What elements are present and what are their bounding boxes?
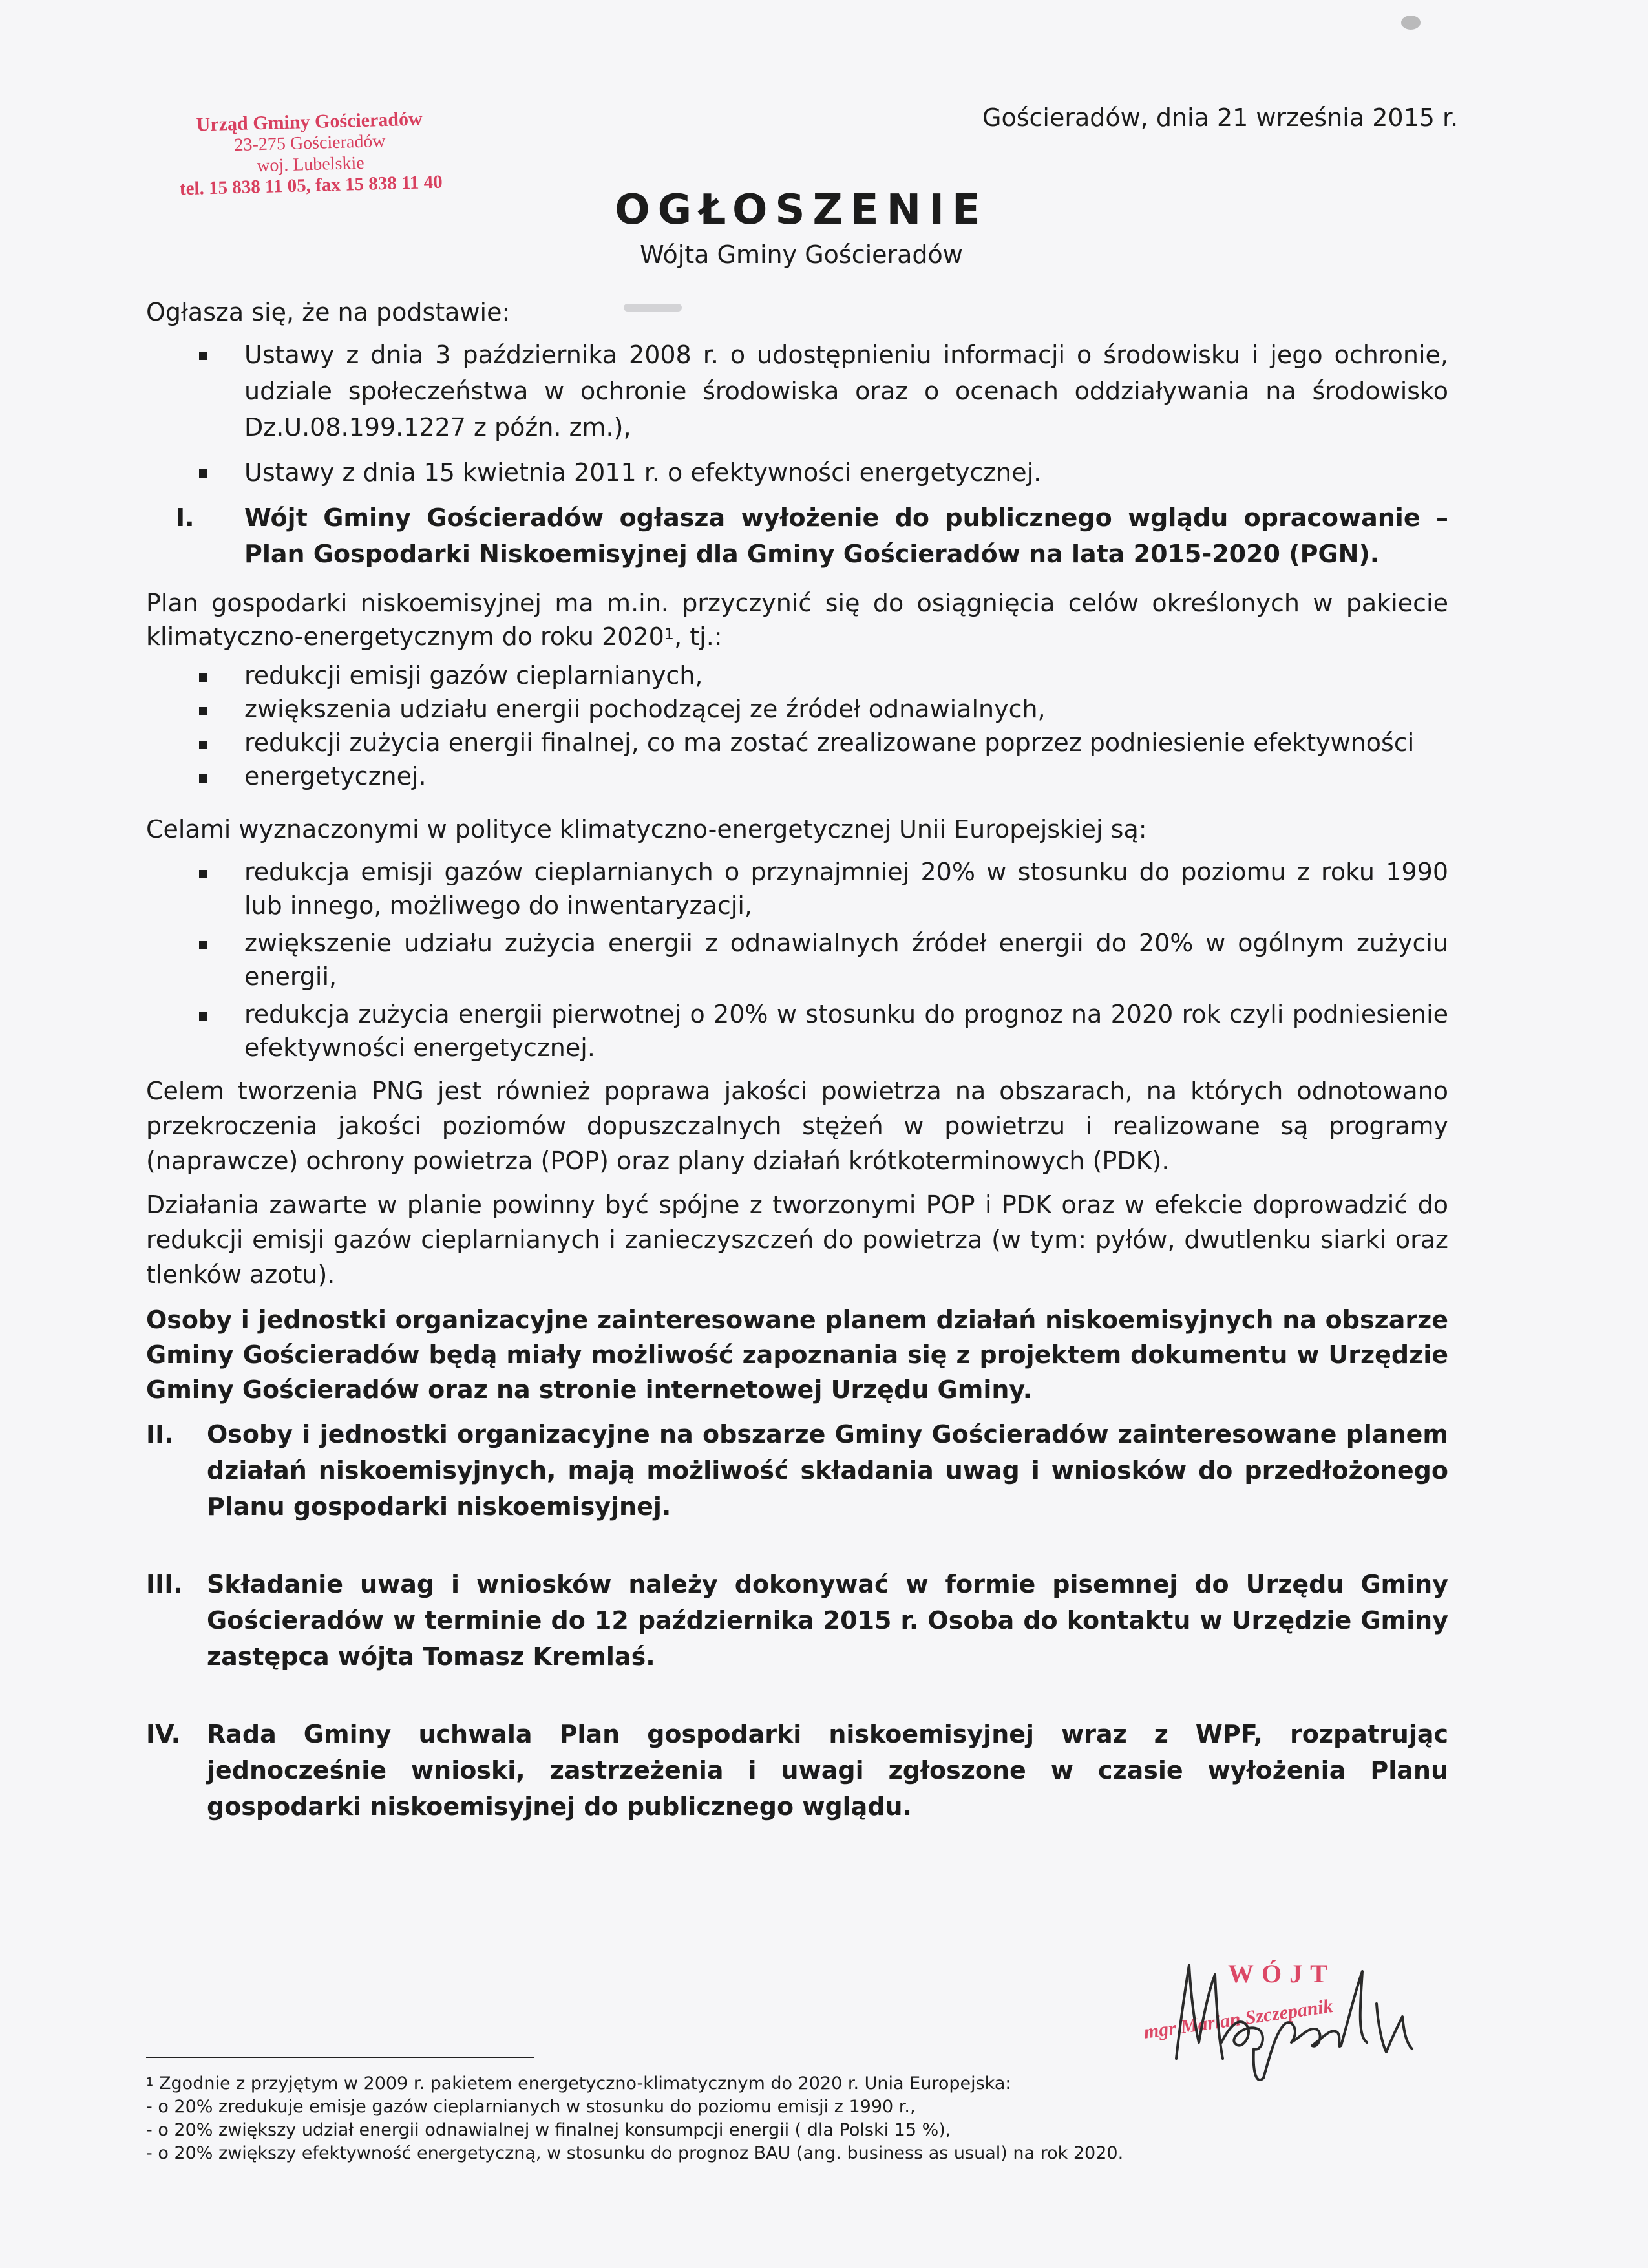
- place-date: Gościeradów, dnia 21 września 2015 r.: [982, 103, 1459, 132]
- footnote-text: Zgodnie z przyjętym w 2009 r. pakietem energetyczno-klimatycznym do 2020 r. Unia Europejska:: [159, 2073, 1011, 2093]
- plan-intro-end: , tj.:: [674, 622, 723, 651]
- stamp-line: Urząd Gminy Gościeradów: [196, 108, 423, 136]
- section-3: [146, 1566, 1448, 1675]
- png-paragraph: Celem tworzenia PNG jest również poprawa jakości powietrza na obszarach, na których odnotowano przekroczenia jakości poziomów dopuszczalnych stężeń w powietrzu i realizowane są programy (naprawcze) ochrony powietrza (POP) oraz plany działań krótkoterminowych (PDK).: [146, 1077, 1448, 1175]
- page-subtitle: Wójta Gminy Gościeradów: [640, 240, 963, 269]
- signature-title: WÓJT: [1228, 1959, 1335, 1988]
- actions-paragraph: Działania zawarte w planie powinny być spójne z tworzonymi POP i PDK oraz w efekcie doprowadzić do redukcji emisji gazów cieplarnianych i zanieczyszczeń do powietrza (w tym: pyłów, dwutlenku siarki oraz tlenków azotu).: [146, 1191, 1448, 1289]
- list-item: zwiększenia udziału energii pochodzącej ze źródeł odnawialnych,: [244, 692, 1448, 726]
- section-text: Składanie uwag i wniosków należy dokonywać w formie pisemnej do Urzędu Gminy Gościeradów w terminie do 12 października 2015 r. Osoba do kontaktu w Urzędzie Gminy zastępca wójta Tomasz Kremlaś.: [207, 1570, 1448, 1671]
- footnote-line: [146, 2072, 1452, 2095]
- section-2: [146, 1416, 1448, 1525]
- package-goals-list: [146, 659, 1448, 793]
- signature-name: mgr Marian Szczepanik: [1142, 1995, 1335, 2043]
- list-item: Ustawy z dnia 3 października 2008 r. o udostępnieniu informacji o środowisku i jego ochronie, udziale społeczeństwa w ochronie środowiska oraz o ocenach oddziaływania na środowisko Dz.U.08.199.1227 z późn. zm.),: [244, 337, 1448, 445]
- section-text: Rada Gminy uchwala Plan gospodarki niskoemisyjnej wraz z WPF, rozpatrując jednocześnie wnioski, zastrzeżenia i uwagi zgłoszone w czasie wyłożenia Planu gospodarki niskoemisyjnej do publicznego wglądu.: [207, 1720, 1448, 1821]
- plan-intro: [146, 586, 1448, 653]
- section-number: IV.: [146, 1720, 181, 1748]
- stamp-line: tel. 15 838 11 05, fax 15 838 11 40: [179, 171, 443, 200]
- stamp-line: woj. Lubelskie: [256, 153, 365, 176]
- intro-text: Ogłasza się, że na podstawie:: [146, 298, 511, 326]
- section-number: I.: [176, 503, 195, 532]
- footnote-line: - o 20% zwiększy udział energii odnawialnej w finalnej konsumpcji energii ( dla Polski 15 %),: [146, 2120, 951, 2140]
- signature-block: [1144, 1945, 1428, 2088]
- eu-goals-list: [146, 855, 1448, 1065]
- stamp-line: 23-275 Gościeradów: [234, 131, 386, 156]
- list-item: Ustawy z dnia 15 kwietnia 2011 r. o efektywności energetycznej.: [244, 454, 1448, 491]
- section-1: [146, 500, 1448, 572]
- list-item: zwiększenie udziału zużycia energii z odnawialnych źródeł energii do 20% w ogólnym zużyciu energii,: [244, 926, 1448, 993]
- footnote-marker: 1: [146, 2075, 154, 2089]
- section-4: [146, 1716, 1448, 1825]
- legal-bases-list: [146, 337, 1448, 491]
- page-title: OGŁOSZENIE: [615, 186, 988, 234]
- footnote-line: - o 20% zwiększy efektywność energetyczną, w stosunku do prognoz BAU (ang. business as usual) na rok 2020.: [146, 2143, 1124, 2163]
- list-item: redukcja zużycia energii pierwotnej o 20% w stosunku do prognoz na 2020 rok czyli podniesienie efektywności energetycznej.: [244, 997, 1448, 1065]
- section-number: III.: [146, 1570, 183, 1598]
- handwritten-signature: [1144, 1945, 1428, 2088]
- footnote-line: - o 20% zredukuje emisje gazów cieplarnianych w stosunku do poziomu emisji z 1990 r.,: [146, 2097, 916, 2117]
- footnote-separator: [146, 2057, 534, 2058]
- footnote-ref: 1: [664, 625, 675, 643]
- list-item: redukcja emisji gazów cieplarnianych o przynajmniej 20% w stosunku do poziomu z roku 1990 lub innego, możliwego do inwentaryzacji,: [244, 855, 1448, 922]
- scan-mark: [1401, 16, 1421, 30]
- list-item: energetycznej.: [244, 759, 1448, 793]
- consultation-paragraph: Osoby i jednostki organizacyjne zainteresowane planem działań niskoemisyjnych na obszarze Gminy Gościeradów będą miały możliwość zapoznania się z projektem dokumentu w Urzędzie Gminy Gościeradów oraz na stronie internetowej Urzędu Gminy.: [146, 1306, 1448, 1404]
- section-text: Osoby i jednostki organizacyjne na obszarze Gminy Gościeradów zainteresowane planem działań niskoemisyjnych, mają możliwość składania uwag i wniosków do przedłożonego Planu gospodarki niskoemisyjnej.: [207, 1420, 1448, 1521]
- footnotes: [146, 2072, 1452, 2165]
- document-body: [146, 294, 1448, 1825]
- plan-intro-text: Plan gospodarki niskoemisyjnej ma m.in. przyczynić się do osiągnięcia celów określonych w pakiecie klimatyczno-energetycznym do roku 2020: [146, 589, 1448, 651]
- list-item: redukcji zużycia energii finalnej, co ma zostać zrealizowane poprzez podniesienie efektywności: [244, 726, 1448, 759]
- section-number: II.: [146, 1420, 174, 1448]
- eu-intro: Celami wyznaczonymi w polityce klimatyczno-energetycznej Unii Europejskiej są:: [146, 815, 1147, 843]
- section-text: Wójt Gminy Gościeradów ogłasza wyłożenie do publicznego wglądu opracowanie – Plan Gospodarki Niskoemisyjnej dla Gminy Gościeradów na lata 2015-2020 (PGN).: [244, 503, 1448, 568]
- list-item: redukcji emisji gazów cieplarnianych,: [244, 659, 1448, 692]
